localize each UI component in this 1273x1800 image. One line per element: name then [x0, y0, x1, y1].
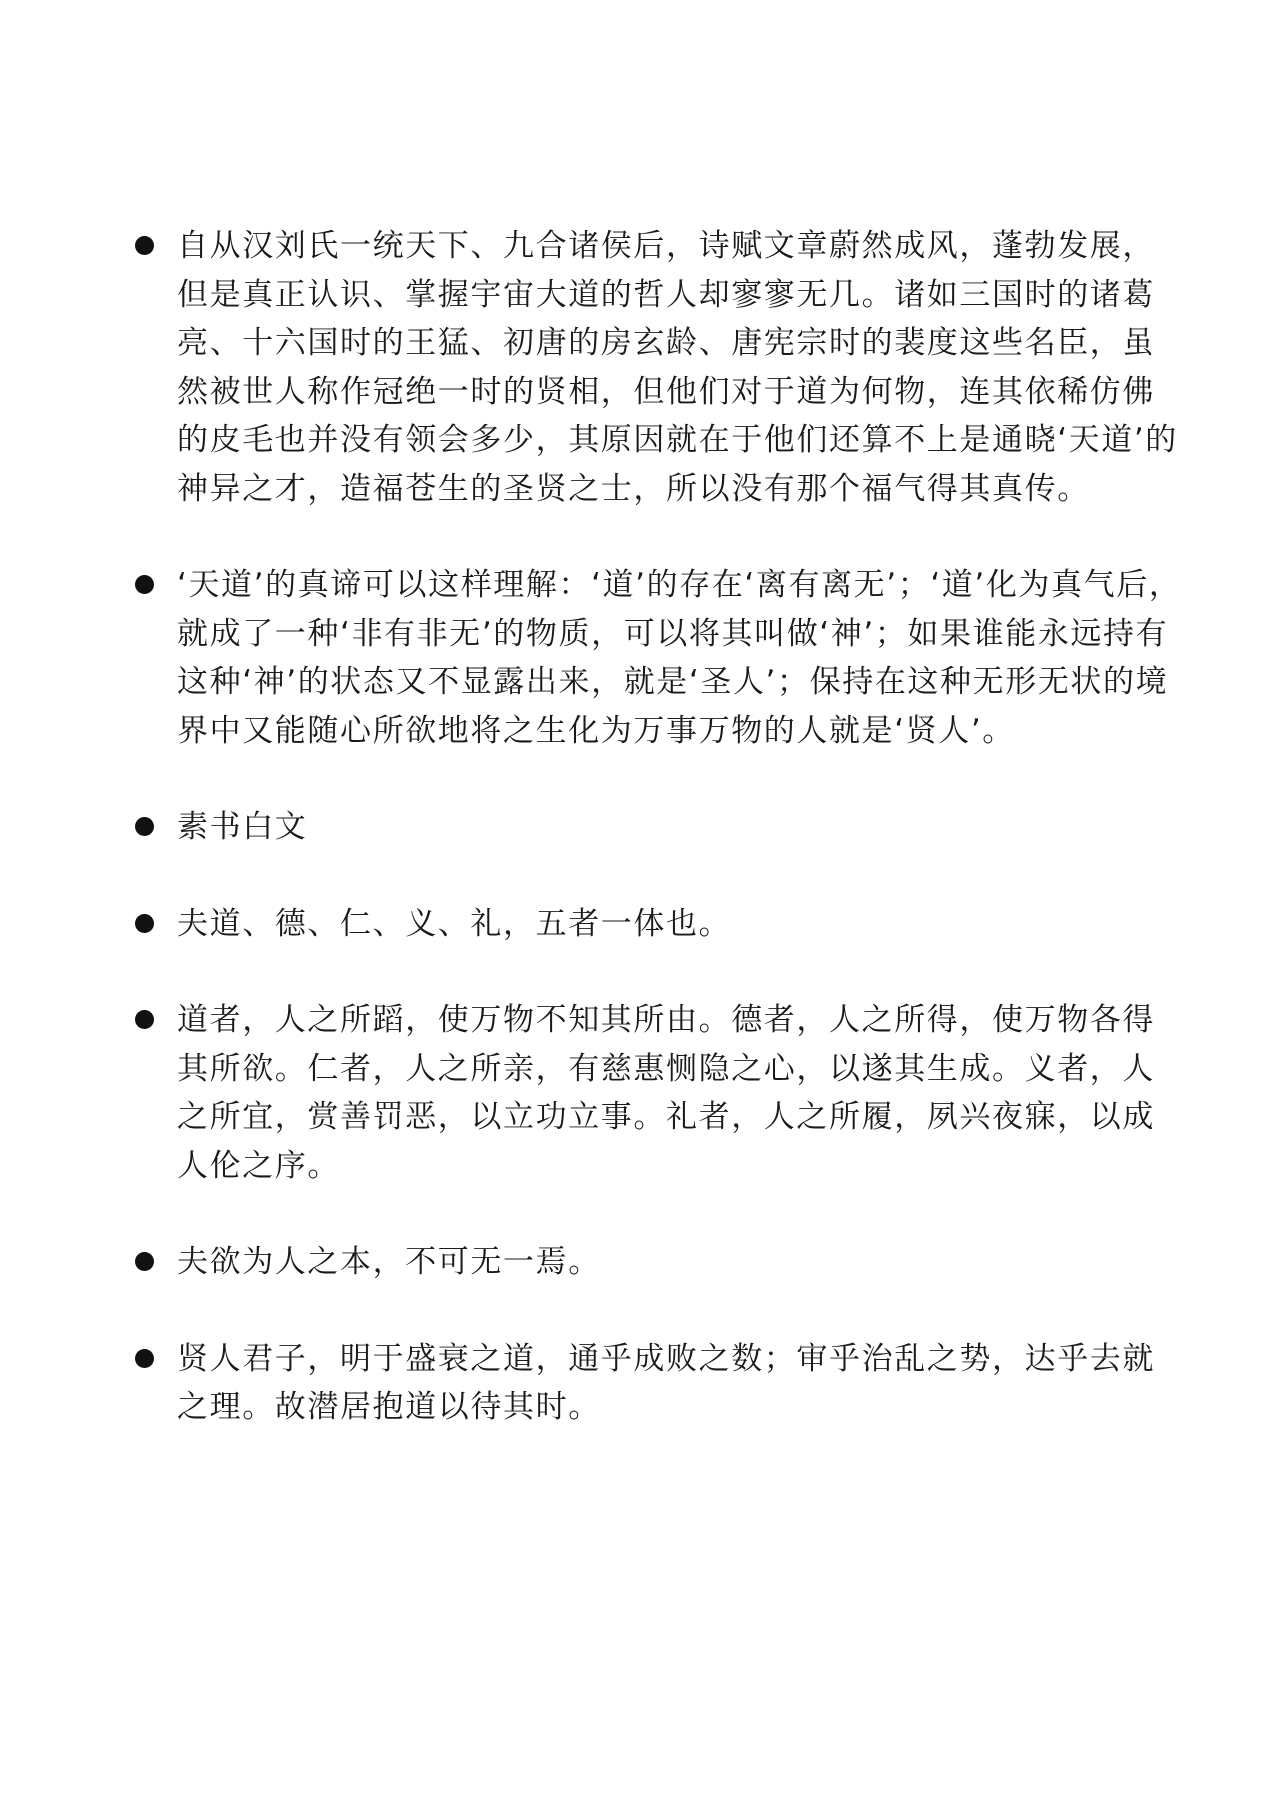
bullet-icon	[135, 1252, 154, 1271]
list-item	[135, 1335, 1185, 1432]
bullet-icon	[135, 914, 154, 933]
paragraph-text: 道者，人之所蹈，使万物不知其所由。德者，人之所得，使万物各得其所欲。仁者，人之所亲，有慈惠恻隐之心，以遂其生成。义者，人之所宜，赏善罚恶，以立功立事。礼者，人之所履，夙兴夜寐，以成人伦之序。	[177, 1002, 1155, 1184]
paragraph-text: 自从汉刘氏一统天下、九合诸侯后，诗赋文章蔚然成风，蓬勃发展，但是真正认识、掌握宇宙大道的哲人却寥寥无几。诸如三国时的诸葛亮、十六国时的王猛、初唐的房玄龄、唐宪宗时的裴度这些名臣，虽然被世人称作冠绝一时的贤相，但他们对于道为何物，连其依稀仿佛的皮毛也并没有领会多少，其原因就在于他们还算不上是通晓‘天道’的神异之才，造福苍生的圣贤之士，所以没有那个福气得其真传。	[177, 228, 1178, 507]
paragraph-text: ‘天道’的真谛可以这样理解：‘道’的存在‘离有离无’；‘道’化为真气后，就成了一种‘非有非无’的物质，可以将其叫做‘神’；如果谁能永远持有这种‘神’的状态又不显露出来，就是‘圣人’；保持在这种无形无状的境界中又能随心所欲地将之生化为万事万物的人就是‘贤人’。	[177, 567, 1182, 749]
paragraph-text: 贤人君子，明于盛衰之道，通乎成败之数；审乎治乱之势，达乎去就之理。故潜居抱道以待其时。	[177, 1340, 1155, 1425]
paragraph-text: 夫欲为人之本，不可无一焉。	[177, 1244, 601, 1280]
list-item	[135, 996, 1185, 1190]
bullet-icon	[135, 1349, 154, 1368]
list-item	[135, 1238, 1185, 1287]
bullet-icon	[135, 236, 154, 255]
bullet-list	[135, 222, 1185, 1480]
bullet-icon	[135, 1010, 154, 1029]
list-item	[135, 900, 1185, 949]
bullet-icon	[135, 575, 154, 594]
section-heading: 素书白文	[177, 809, 308, 845]
bullet-icon	[135, 817, 154, 836]
paragraph-text: 夫道、德、仁、义、礼，五者一体也。	[177, 905, 732, 942]
list-item	[135, 561, 1185, 755]
list-item	[135, 803, 1185, 852]
list-item	[135, 222, 1185, 513]
